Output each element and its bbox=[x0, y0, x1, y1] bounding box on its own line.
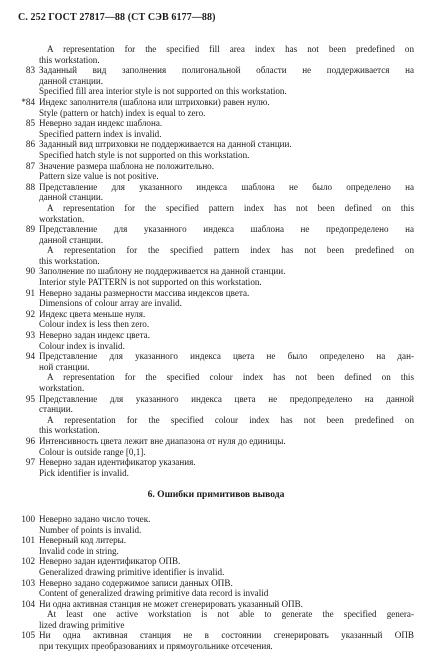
text-line: A representation for the specified fill area index has not been predefined on bbox=[47, 44, 414, 54]
error-code: 101 bbox=[21, 535, 35, 546]
error-code: 94 bbox=[25, 351, 35, 362]
text-line: Number of points is invalid. bbox=[39, 524, 142, 535]
error-code: 90 bbox=[25, 266, 35, 277]
text-line: при текущих преобразованиях и прямоугольнике отсечения. bbox=[39, 641, 273, 652]
error-entry bbox=[18, 514, 414, 535]
text-line: Неверный код литеры. bbox=[39, 535, 127, 546]
text-line: Specified pattern index is invalid. bbox=[39, 128, 162, 139]
error-entry bbox=[18, 161, 414, 182]
text-line: Colour is outside range [0,1]. bbox=[39, 446, 146, 457]
text-line: Неверно задан идентификатор указания. bbox=[39, 457, 196, 468]
text-line: данной станции. bbox=[39, 234, 103, 245]
text-line: Представление для указанного индекса шаблона не было определено на bbox=[39, 181, 414, 192]
text-line: A representation for the specified colour index has not been defined on this bbox=[47, 372, 414, 383]
text-line: Представление для указанного индекса шаблона не предопределено на bbox=[39, 224, 414, 235]
text-line: Pattern size value is not positive. bbox=[39, 171, 159, 182]
text-line: Заданный вид штриховки не поддерживается на данной станции. bbox=[39, 139, 292, 150]
text-line: Colour index is less then zero. bbox=[39, 319, 150, 330]
text-line: данной станции. bbox=[39, 192, 103, 203]
error-entry bbox=[18, 394, 414, 436]
error-entry bbox=[18, 44, 414, 65]
error-code: 102 bbox=[21, 556, 35, 567]
error-list-top bbox=[18, 44, 414, 478]
section-title: 6. Ошибки примитивов вывода bbox=[147, 489, 285, 501]
error-entry bbox=[18, 457, 414, 478]
page-header: С. 252 ГОСТ 27817—88 (СТ СЭВ 6177—88) bbox=[18, 12, 216, 23]
text-line: this workstation. bbox=[39, 425, 100, 436]
document-body bbox=[18, 44, 414, 652]
text-line: Неверно задано число точек. bbox=[39, 513, 151, 524]
error-entry bbox=[18, 578, 414, 599]
text-line: Неверно заданы размерности массива индексов цвета. bbox=[39, 287, 250, 298]
text-line: A representation for the specified colour index has not been predefined on bbox=[47, 414, 414, 425]
error-entry bbox=[18, 436, 414, 457]
text-line: Ни одна активная станция не в состоянии сгенерировать указанный ОПВ bbox=[39, 630, 414, 641]
error-code: 83 bbox=[25, 65, 35, 76]
text-line: workstation. bbox=[39, 383, 85, 393]
text-line: Generalized drawing primitive identifier is invalid. bbox=[39, 566, 225, 577]
error-code: 97 bbox=[25, 457, 35, 468]
error-code: *84 bbox=[21, 96, 35, 107]
text-line: Значение размера шаблона не положительно. bbox=[39, 160, 215, 171]
text-line: Interior style PATTERN is not supported on this workstation. bbox=[39, 277, 262, 288]
error-code: 96 bbox=[25, 435, 35, 446]
error-entry bbox=[18, 97, 414, 118]
text-line: Invalid code in string. bbox=[39, 545, 119, 556]
text-line: Ни одна активная станция не может сгенерировать указанный ОПВ. bbox=[39, 598, 303, 609]
error-code: 86 bbox=[25, 139, 35, 150]
error-entry bbox=[18, 556, 414, 577]
text-line: Представление для указанного индекса цвета не было определено на дан- bbox=[39, 351, 414, 362]
error-code: 88 bbox=[25, 181, 35, 192]
text-line: Content of generalized drawing primitive data record is invalid bbox=[39, 588, 269, 599]
error-entry bbox=[18, 288, 414, 309]
text-line: Заданный вид заполнения полигональной области не поддерживается на bbox=[39, 65, 414, 76]
text-line: Неверно задан идентификатор ОПВ. bbox=[39, 556, 181, 567]
text-line: ной станции. bbox=[39, 361, 90, 372]
error-code: 91 bbox=[25, 287, 35, 298]
error-entry bbox=[18, 309, 414, 330]
text-line: Интенсивность цвета лежит вне диапазона от нуля до единицы. bbox=[39, 435, 286, 446]
error-code: 104 bbox=[21, 598, 35, 609]
text-line: Style (pattern or hatch) index is equal to zero. bbox=[39, 107, 206, 118]
text-line: данной станции. bbox=[39, 75, 103, 86]
error-code: 93 bbox=[25, 330, 35, 341]
text-line: lized drawing primitive bbox=[39, 619, 125, 630]
text-line: Индекс цвета меньше нуля. bbox=[39, 308, 146, 319]
error-code: 87 bbox=[25, 160, 35, 171]
text-line: Представление для указанного индекса цвета не предопределено на данной bbox=[39, 393, 414, 404]
error-entry bbox=[18, 630, 414, 651]
error-code: 92 bbox=[25, 308, 35, 319]
error-code: 89 bbox=[25, 224, 35, 235]
error-entry bbox=[18, 266, 414, 287]
text-line: Colour index is invalid. bbox=[39, 340, 125, 351]
error-code: 85 bbox=[25, 118, 35, 129]
error-entry bbox=[18, 182, 414, 224]
text-line: Dimensions of colour array are invalid. bbox=[39, 298, 182, 309]
text-line: this workstation. bbox=[39, 255, 100, 266]
text-line: Индекс заполнителя (шаблона или штриховки) равен нулю. bbox=[39, 96, 270, 107]
error-entry bbox=[18, 139, 414, 160]
error-code: 95 bbox=[25, 393, 35, 404]
error-entry bbox=[18, 351, 414, 393]
error-entry bbox=[18, 535, 414, 556]
text-line: A representation for the specified pattern index has not been predefined on bbox=[47, 245, 414, 256]
text-line: A representation for the specified pattern index has not been defined on this bbox=[47, 202, 414, 213]
error-code: 103 bbox=[21, 577, 35, 588]
error-entry bbox=[18, 118, 414, 139]
text-line: At least one active workstation is not able to generate the specified genera- bbox=[47, 609, 414, 620]
text-line: Specified hatch style is not supported on this workstation. bbox=[39, 149, 250, 160]
text-line: Заполнение по шаблону не поддерживается на данной станции. bbox=[39, 266, 286, 277]
error-entry bbox=[18, 330, 414, 351]
error-entry bbox=[18, 599, 414, 631]
error-code: 100 bbox=[21, 513, 35, 524]
text-line: this workstation. bbox=[39, 54, 100, 65]
text-line: станции. bbox=[39, 404, 73, 415]
text-line: Неверно задан индекс цвета. bbox=[39, 330, 150, 341]
text-line: Неверно задан индекс шаблона. bbox=[39, 118, 163, 129]
text-line: workstation. bbox=[39, 213, 85, 224]
error-code: 105 bbox=[21, 630, 35, 641]
text-line: Неверно задано содержимое записи данных ОПВ. bbox=[39, 577, 233, 588]
error-entry bbox=[18, 224, 414, 266]
error-entry bbox=[18, 65, 414, 97]
text-line: Specified fill area interior style is not supported on this workstation. bbox=[39, 86, 287, 97]
text-line: Pick identifier is invalid. bbox=[39, 467, 129, 478]
